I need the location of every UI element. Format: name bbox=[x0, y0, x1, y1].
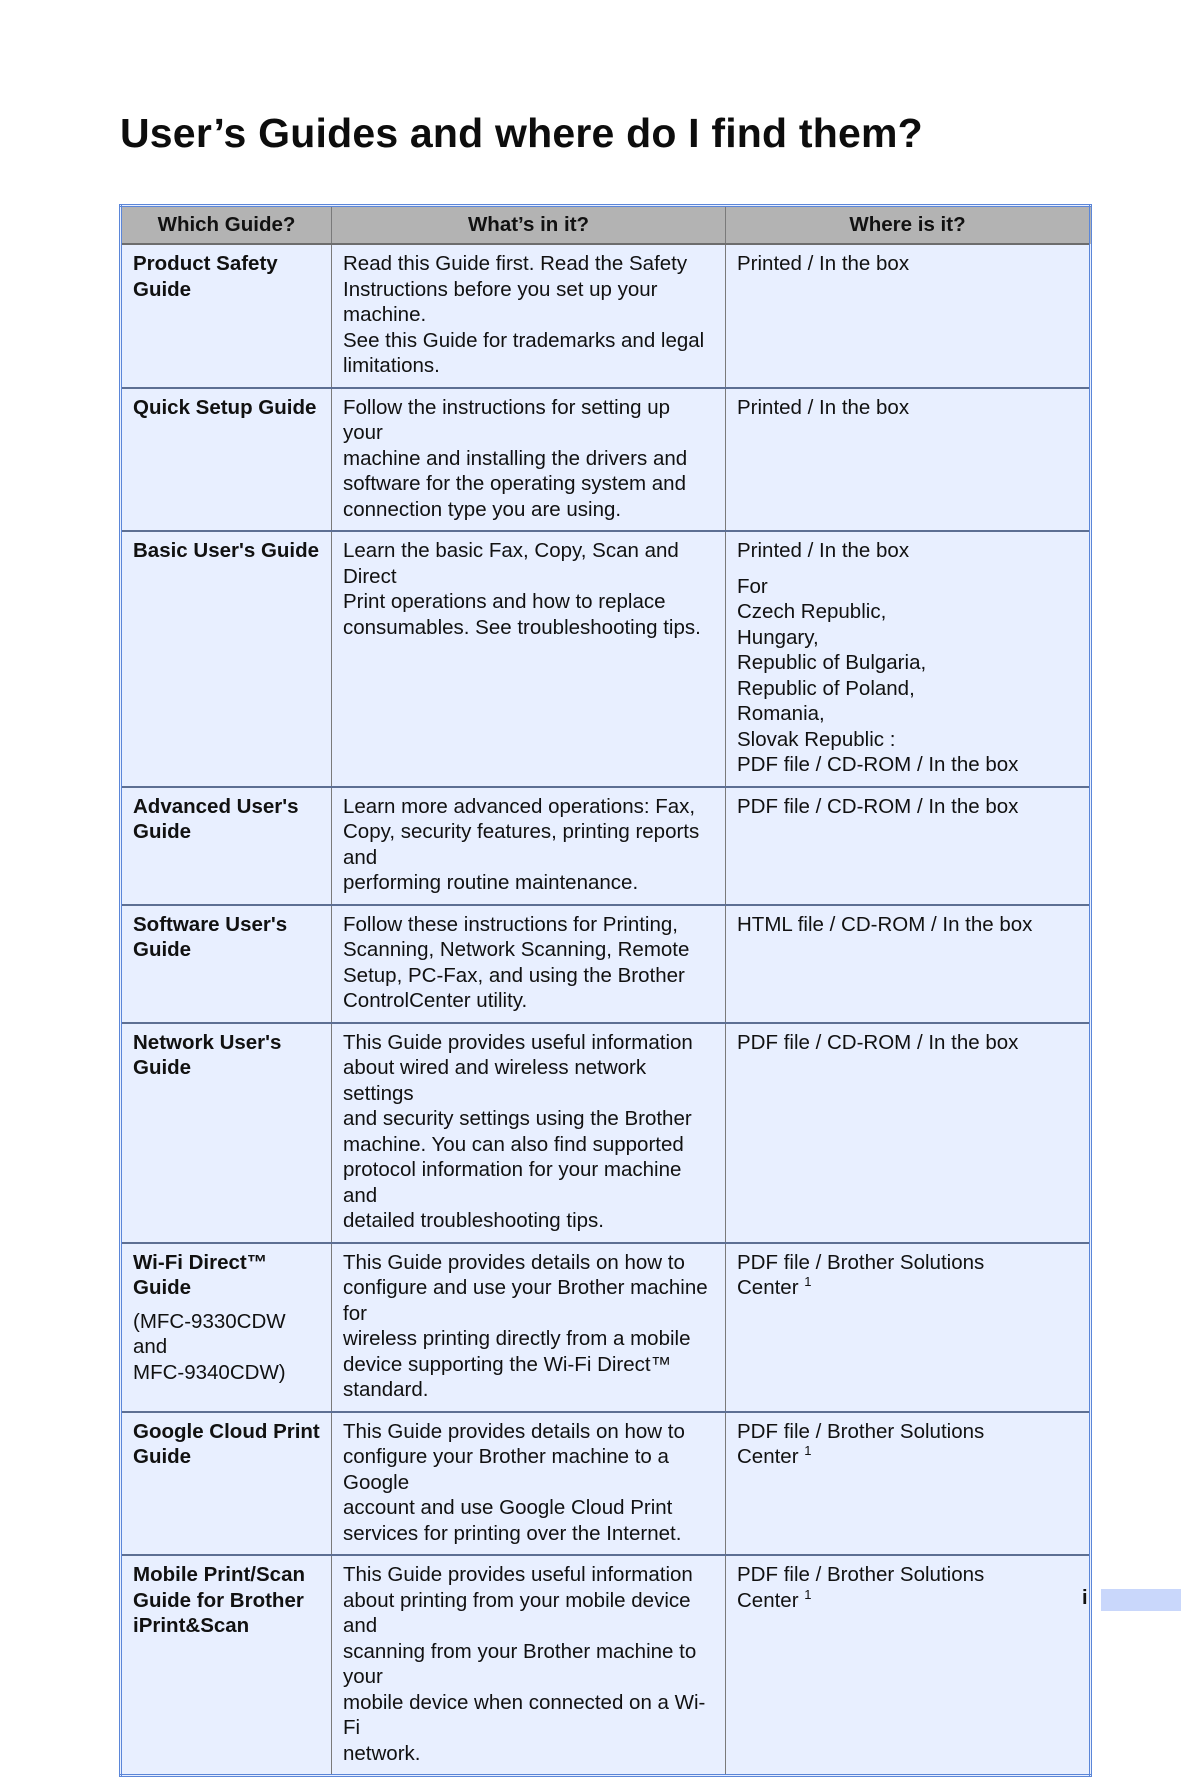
guide-note-line: (MFC-9330CDW and bbox=[133, 1309, 286, 1358]
guide-location-cell bbox=[726, 787, 1091, 905]
guide-note-line: MFC-9340CDW) bbox=[133, 1360, 286, 1384]
location-line bbox=[737, 1588, 1078, 1614]
guide-description-cell bbox=[332, 1412, 726, 1556]
guide-name-line: Google Cloud Print bbox=[133, 1419, 320, 1443]
guide-name-line: Guide bbox=[133, 820, 192, 843]
description-line: Learn more advanced operations: Fax, bbox=[343, 794, 696, 818]
location-line bbox=[737, 1275, 1078, 1301]
guide-name-line: Guide for Brother bbox=[133, 1588, 304, 1612]
guide-name-cell bbox=[121, 244, 332, 388]
guide-location-cell bbox=[726, 905, 1091, 1023]
guide-name-cell bbox=[121, 388, 332, 532]
guide-name-line: Wi-Fi Direct™ Guide bbox=[133, 1250, 268, 1299]
page-title: User’s Guides and where do I find them? bbox=[120, 110, 923, 156]
location-text: Printed / In the box bbox=[737, 395, 910, 419]
location-text: PDF file / CD-ROM / In the box bbox=[737, 1030, 1019, 1054]
guide-description-cell bbox=[332, 531, 726, 787]
table-body bbox=[121, 244, 1091, 1776]
location-line bbox=[737, 676, 1078, 702]
guide-description-cell bbox=[332, 1243, 726, 1412]
location-text: HTML file / CD-ROM / In the box bbox=[737, 912, 1033, 936]
location-line bbox=[737, 574, 1078, 600]
description-line: account and use Google Cloud Print bbox=[343, 1496, 673, 1519]
location-text: PDF file / Brother Solutions bbox=[737, 1250, 985, 1274]
description-line: Follow the instructions for setting up your bbox=[343, 395, 671, 444]
location-line bbox=[737, 650, 1078, 676]
description-line: performing routine maintenance. bbox=[343, 871, 639, 894]
location-text: Hungary, bbox=[737, 625, 819, 649]
guide-name-cell bbox=[121, 1555, 332, 1776]
description-line: Learn the basic Fax, Copy, Scan and Direct bbox=[343, 539, 679, 588]
location-block bbox=[737, 251, 1078, 277]
description-line: configure and use your Brother machine for bbox=[343, 1276, 708, 1325]
description-line: See this Guide for trademarks and legal bbox=[343, 328, 705, 352]
table-header-row bbox=[121, 206, 1091, 245]
footnote-marker: 1 bbox=[804, 1274, 812, 1289]
location-text: Slovak Republic : bbox=[737, 727, 896, 751]
description-line: about printing from your mobile device and bbox=[343, 1588, 691, 1637]
description-line: This Guide provides useful information bbox=[343, 1563, 693, 1586]
location-line bbox=[737, 1030, 1078, 1056]
description-line: network. bbox=[343, 1741, 421, 1765]
location-text: Center bbox=[737, 1588, 799, 1612]
guide-name-line: iPrint&Scan bbox=[133, 1614, 250, 1637]
guide-name-line: Guide bbox=[133, 1056, 192, 1079]
description-line: about wired and wireless network settings bbox=[343, 1056, 647, 1105]
guide-name-line: Guide bbox=[133, 938, 192, 961]
description-line: standard. bbox=[343, 1378, 429, 1401]
description-line: This Guide provides useful information bbox=[343, 1030, 693, 1054]
guide-name bbox=[133, 1250, 320, 1301]
guide-name-cell bbox=[121, 905, 332, 1023]
description-line: scanning from your Brother machine to your bbox=[343, 1639, 697, 1688]
location-line bbox=[737, 1562, 1078, 1588]
guide-name bbox=[133, 1419, 320, 1470]
guide-model-note bbox=[133, 1309, 320, 1386]
page-tab-marker bbox=[1101, 1589, 1181, 1611]
table-row bbox=[121, 905, 1091, 1023]
location-text: Printed / In the box bbox=[737, 252, 910, 275]
guide-name-line: Product Safety bbox=[133, 252, 278, 275]
header-whats-in-it: What’s in it? bbox=[332, 206, 726, 245]
description-line: configure your Brother machine to a Google bbox=[343, 1445, 669, 1494]
description-line: detailed troubleshooting tips. bbox=[343, 1209, 604, 1232]
description-line: Setup, PC-Fax, and using the Brother bbox=[343, 963, 685, 987]
guide-name-line: Network User's bbox=[133, 1030, 282, 1054]
guide-name-line: Basic User's Guide bbox=[133, 539, 320, 562]
table-row bbox=[121, 1555, 1091, 1776]
description-line: and security settings using the Brother bbox=[343, 1107, 692, 1130]
guide-description-cell bbox=[332, 388, 726, 532]
guide-description-cell bbox=[332, 1555, 726, 1776]
location-line bbox=[737, 912, 1078, 938]
description-line: connection type you are using. bbox=[343, 497, 622, 521]
guide-name-line: Software User's bbox=[133, 912, 288, 936]
table-row bbox=[121, 1412, 1091, 1556]
description-line: Instructions before you set up your machine. bbox=[343, 277, 658, 326]
guide-description-cell bbox=[332, 1023, 726, 1243]
guide-name bbox=[133, 1030, 320, 1081]
location-block bbox=[737, 395, 1078, 421]
description-line: wireless printing directly from a mobile bbox=[343, 1327, 691, 1350]
location-text: PDF file / CD-ROM / In the box bbox=[737, 794, 1019, 818]
location-block bbox=[737, 1030, 1078, 1056]
guide-name-line: Advanced User's bbox=[133, 794, 299, 818]
description-line: Follow these instructions for Printing, bbox=[343, 912, 678, 936]
guide-name-line: Guide bbox=[133, 1445, 192, 1468]
location-line bbox=[737, 752, 1078, 778]
description-line: Copy, security features, printing reports and bbox=[343, 820, 700, 869]
location-text: PDF file / Brother Solutions bbox=[737, 1563, 985, 1586]
guide-location-cell bbox=[726, 244, 1091, 388]
guide-description-cell bbox=[332, 787, 726, 905]
guide-name-cell bbox=[121, 1412, 332, 1556]
page-number: i bbox=[1082, 1587, 1088, 1609]
guide-description-cell bbox=[332, 905, 726, 1023]
footnote-marker: 1 bbox=[804, 1586, 812, 1602]
guide-name bbox=[133, 395, 320, 421]
table-row bbox=[121, 244, 1091, 388]
table-row bbox=[121, 1023, 1091, 1243]
description-line: machine and installing the drivers and bbox=[343, 446, 688, 470]
footnote-marker: 1 bbox=[804, 1443, 812, 1458]
guide-name-cell bbox=[121, 787, 332, 905]
description-line: machine. You can also find supported bbox=[343, 1132, 684, 1156]
description-line: Print operations and how to replace bbox=[343, 590, 666, 613]
guide-name bbox=[133, 251, 320, 302]
location-line bbox=[737, 625, 1078, 651]
guide-location-cell bbox=[726, 531, 1091, 787]
location-line bbox=[737, 599, 1078, 625]
location-line bbox=[737, 538, 1078, 564]
guide-name-line: Quick Setup Guide bbox=[133, 395, 317, 419]
guide-name bbox=[133, 1562, 320, 1639]
guide-name-cell bbox=[121, 1023, 332, 1243]
description-line: device supporting the Wi-Fi Direct™ bbox=[343, 1352, 672, 1376]
guide-name bbox=[133, 794, 320, 845]
guide-name-line: Mobile Print/Scan bbox=[133, 1563, 305, 1586]
description-line: limitations. bbox=[343, 354, 440, 377]
description-line: mobile device when connected on a Wi-Fi bbox=[343, 1690, 706, 1739]
location-text: Center bbox=[737, 1445, 799, 1468]
description-line: This Guide provides details on how to bbox=[343, 1419, 685, 1443]
location-text: For bbox=[737, 574, 768, 598]
location-line bbox=[737, 1419, 1078, 1445]
guide-name-line: Guide bbox=[133, 277, 192, 301]
location-block bbox=[737, 794, 1078, 820]
location-text: Republic of Poland, bbox=[737, 676, 915, 700]
location-text: Czech Republic, bbox=[737, 600, 887, 623]
description-line: Read this Guide first. Read the Safety bbox=[343, 252, 688, 275]
location-line bbox=[737, 701, 1078, 727]
description-line: ControlCenter utility. bbox=[343, 989, 528, 1012]
location-line bbox=[737, 794, 1078, 820]
guide-name bbox=[133, 538, 320, 564]
guide-location-cell bbox=[726, 388, 1091, 532]
guide-location-cell bbox=[726, 1243, 1091, 1412]
location-block bbox=[737, 1562, 1078, 1613]
location-line bbox=[737, 251, 1078, 277]
location-line bbox=[737, 727, 1078, 753]
table-row bbox=[121, 1243, 1091, 1412]
location-text: PDF file / Brother Solutions bbox=[737, 1419, 985, 1443]
guide-name bbox=[133, 912, 320, 963]
guide-location-cell bbox=[726, 1023, 1091, 1243]
location-text: Romania, bbox=[737, 702, 825, 725]
description-line: This Guide provides details on how to bbox=[343, 1250, 685, 1274]
table-row bbox=[121, 531, 1091, 787]
guide-description-cell bbox=[332, 244, 726, 388]
guides-table bbox=[119, 204, 1092, 1777]
location-block bbox=[737, 912, 1078, 938]
location-block bbox=[737, 538, 1078, 564]
description-line: Scanning, Network Scanning, Remote bbox=[343, 938, 690, 961]
guide-name-cell bbox=[121, 531, 332, 787]
description-line: software for the operating system and bbox=[343, 472, 686, 495]
location-line bbox=[737, 1250, 1078, 1276]
location-block bbox=[737, 574, 1078, 778]
location-text: Printed / In the box bbox=[737, 539, 910, 562]
location-block bbox=[737, 1419, 1078, 1470]
location-text: Center bbox=[737, 1276, 799, 1299]
header-which-guide: Which Guide? bbox=[121, 206, 332, 245]
location-line bbox=[737, 395, 1078, 421]
guide-location-cell bbox=[726, 1412, 1091, 1556]
location-line bbox=[737, 1444, 1078, 1470]
description-line: protocol information for your machine and bbox=[343, 1158, 682, 1207]
description-line: consumables. See troubleshooting tips. bbox=[343, 615, 701, 639]
guide-location-cell bbox=[726, 1555, 1091, 1776]
table-row bbox=[121, 787, 1091, 905]
guide-name-cell bbox=[121, 1243, 332, 1412]
description-line: services for printing over the Internet. bbox=[343, 1521, 682, 1545]
header-where-is-it: Where is it? bbox=[726, 206, 1091, 245]
location-text: PDF file / CD-ROM / In the box bbox=[737, 753, 1019, 776]
table-row bbox=[121, 388, 1091, 532]
location-text: Republic of Bulgaria, bbox=[737, 651, 927, 674]
location-block bbox=[737, 1250, 1078, 1301]
